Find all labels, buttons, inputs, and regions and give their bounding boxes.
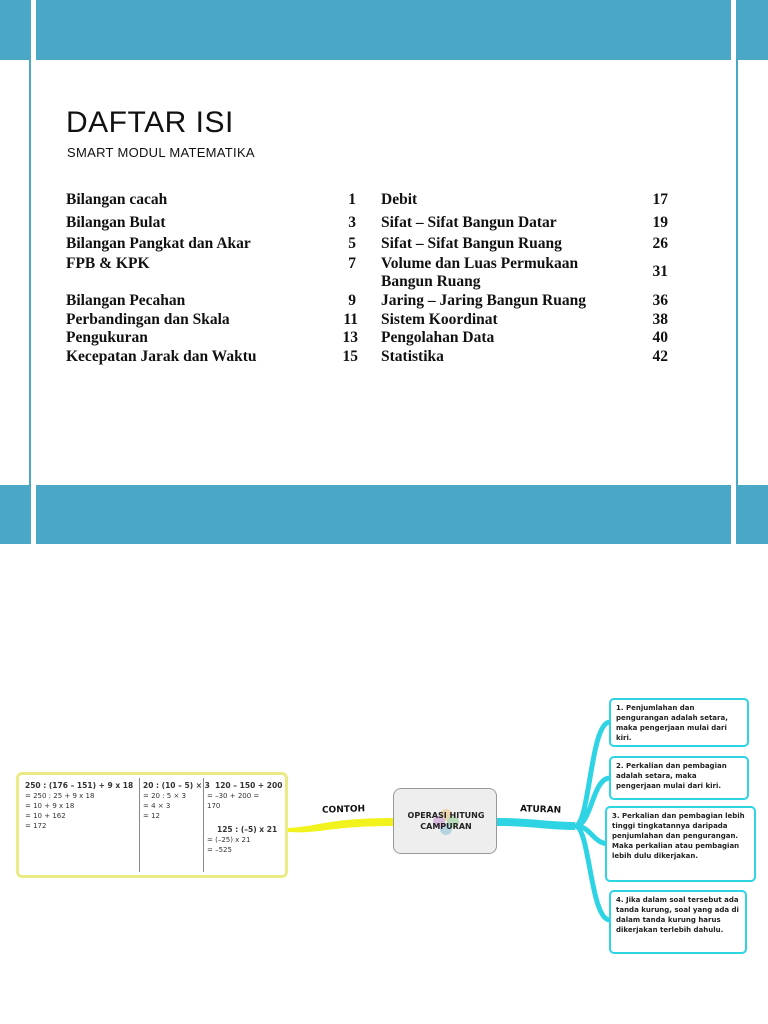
example-4-head: 125 : (–5) x 21	[217, 825, 278, 834]
example-line: = 12	[143, 812, 160, 820]
contoh-link	[288, 818, 393, 832]
examples-table	[16, 772, 288, 878]
example-line: = –30 + 200 =	[207, 792, 260, 800]
toc-entry-page: 5	[348, 235, 356, 252]
toc-entry-page: 3	[348, 214, 356, 231]
example-2	[143, 781, 210, 821]
toc-entry-page: 31	[652, 263, 668, 280]
rule-node-2[interactable]: 2. Perkalian dan pembagian adalah setara, maka pengerjaan mulai dari kiri.	[609, 756, 749, 800]
example-line: = (–25) x 21	[207, 836, 251, 844]
toc-entry-page: 26	[652, 235, 668, 252]
toc-entry-page: 13	[342, 329, 358, 346]
toc-entry-page: 40	[652, 329, 668, 346]
toc-entry-label[interactable]: Volume dan Luas Permukaan	[381, 255, 579, 272]
toc-entry-label[interactable]: Pengukuran	[66, 329, 148, 346]
example-1-head: 250 : (176 – 151) + 9 x 18	[25, 781, 134, 790]
toc-entry-page: 38	[652, 311, 668, 328]
example-line: = 10 + 162	[25, 812, 66, 820]
central-topic-line2: CAMPURAN	[420, 822, 472, 831]
toc-entry-page: 36	[652, 292, 668, 309]
toc-entry-page: 15	[342, 348, 358, 365]
aturan-link	[497, 818, 575, 830]
central-topic-line1: OPERASI HITUNG	[407, 811, 485, 820]
toc-entry-page: 7	[348, 255, 356, 272]
example-line: = –525	[207, 846, 232, 854]
example-2-head: 20 : (10 – 5) × 3	[143, 781, 210, 790]
toc-entry-page: 9	[348, 292, 356, 309]
rule-node-3[interactable]: 3. Perkalian dan pembagian lebih tinggi tingkatannya daripada penjumlahan dan pengurangan. Maka perkalian atau pembagian lebih dulu dikerjakan.	[605, 806, 756, 882]
example-line: = 250 : 25 + 9 x 18	[25, 792, 95, 800]
central-topic-node[interactable]	[393, 788, 497, 854]
toc-entry-label[interactable]: Jaring – Jaring Bangun Ruang	[381, 292, 586, 309]
example-line: = 4 × 3	[143, 802, 171, 810]
toc-entry-label[interactable]: Perbandingan dan Skala	[66, 311, 230, 328]
example-line: = 10 + 9 x 18	[25, 802, 75, 810]
example-3-head: 120 – 150 + 200	[215, 781, 283, 790]
toc-entry-label[interactable]: Kecepatan Jarak dan Waktu	[66, 348, 257, 365]
toc-entry-label[interactable]: Sifat – Sifat Bangun Datar	[381, 214, 557, 231]
toc-entry-label[interactable]: Bilangan Pecahan	[66, 292, 186, 309]
toc-entry-label[interactable]: Pengolahan Data	[381, 329, 495, 346]
toc-entry-page: 1	[348, 191, 356, 208]
toc-entry-label[interactable]: Debit	[381, 191, 418, 208]
toc-entry-label[interactable]: Bilangan Pangkat dan Akar	[66, 235, 251, 252]
toc-entry-label[interactable]: Statistika	[381, 348, 444, 365]
contoh-label: CONTOH	[321, 804, 366, 816]
aturan-label: ATURAN	[519, 804, 562, 816]
toc-entry-label-line2[interactable]: Bangun Ruang	[381, 273, 481, 290]
toc-entry-label[interactable]: Sifat – Sifat Bangun Ruang	[381, 235, 562, 252]
toc-entry-label[interactable]: Bilangan cacah	[66, 191, 168, 208]
page-title: DAFTAR ISI	[66, 106, 234, 139]
toc-entry-page: 42	[652, 348, 668, 365]
example-line: = 172	[25, 822, 47, 830]
example-line: = 20 : 5 × 3	[143, 792, 187, 800]
example-line: 170	[207, 802, 221, 810]
example-3	[207, 781, 282, 855]
example-1	[25, 781, 133, 831]
toc-entry-label[interactable]: Sistem Koordinat	[381, 311, 498, 328]
toc-entry-label[interactable]: Bilangan Bulat	[66, 214, 166, 231]
toc-entry-page: 17	[652, 191, 668, 208]
toc-entry-page: 19	[652, 214, 668, 231]
rule-node-4[interactable]: 4. Jika dalam soal tersebut ada tanda kurung, soal yang ada di dalam tanda kurung harus dikerjakan terlebih dahulu.	[609, 890, 747, 954]
rule-node-1[interactable]: 1. Penjumlahan dan pengurangan adalah setara, maka pengerjaan mulai dari kiri.	[609, 698, 749, 747]
page-subtitle: SMART MODUL MATEMATIKA	[67, 145, 255, 160]
toc-entry-label[interactable]: FPB & KPK	[66, 255, 150, 272]
toc-entry-page: 11	[343, 311, 358, 328]
